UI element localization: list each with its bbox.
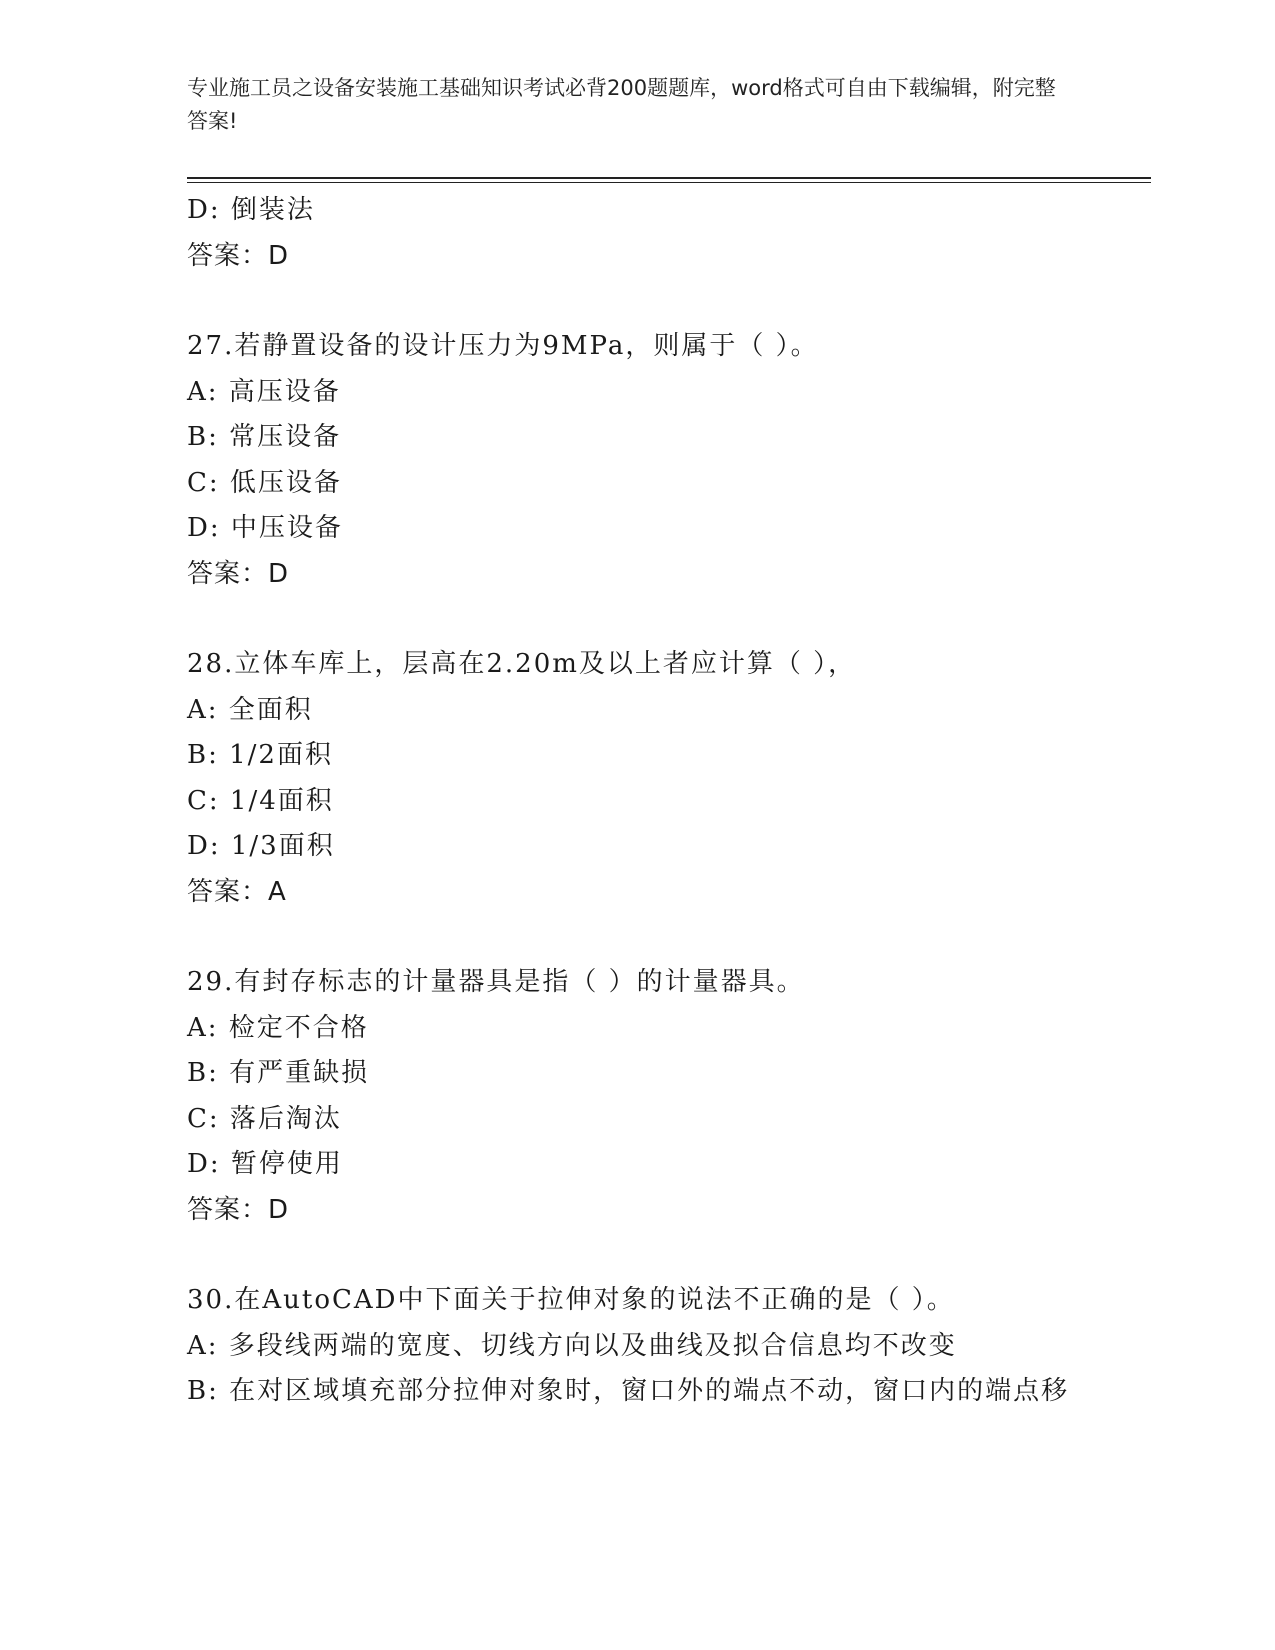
option-d: D: 1/3面积 <box>187 831 335 861</box>
question-list <box>187 188 1087 1415</box>
question-stem: 28.立体车库上，层高在2.20m及以上者应计算（ ）， <box>187 649 857 679</box>
option-a: A: 高压设备 <box>187 376 341 407</box>
option-b: B: 1/2面积 <box>187 740 333 770</box>
question-stem: 27.若静置设备的设计压力为9MPa，则属于（ ）。 <box>187 331 819 361</box>
spacer <box>187 1233 1087 1278</box>
option-c: C: 落后淘汰 <box>187 1103 342 1134</box>
spacer <box>187 597 1087 642</box>
option-c: C: 低压设备 <box>187 467 342 498</box>
option-a: A: 检定不合格 <box>187 1012 369 1043</box>
answer: 答案：A <box>187 876 287 907</box>
header-divider <box>187 177 1151 179</box>
question-stem: 29.有封存标志的计量器具是指（ ）的计量器具。 <box>187 967 805 997</box>
question-28 <box>187 642 1087 915</box>
spacer <box>187 915 1087 960</box>
question-stem: 30.在AutoCAD中下面关于拉伸对象的说法不正确的是（ ）。 <box>187 1285 955 1315</box>
answer: 答案：D <box>187 240 290 271</box>
answer: 答案：D <box>187 1194 290 1225</box>
option-c: C: 1/4面积 <box>187 785 334 816</box>
answer: 答案：D <box>187 558 290 589</box>
option-a: A: 全面积 <box>187 694 313 725</box>
option-b: B: 在对区域填充部分拉伸对象时，窗口外的端点不动，窗口内的端点移 <box>187 1376 1070 1406</box>
page-header: 专业施工员之设备安装施工基础知识考试必背200题题库，word格式可自由下载编辑，附完整答案! <box>187 76 1056 133</box>
option-b: B: 常压设备 <box>187 422 342 452</box>
question-29 <box>187 960 1087 1233</box>
question-27 <box>187 324 1087 597</box>
spacer <box>187 279 1087 324</box>
option-d: D: 暂停使用 <box>187 1149 343 1179</box>
option-d: D: 中压设备 <box>187 513 343 543</box>
option-d: D: 倒装法 <box>187 195 315 225</box>
option-b: B: 有严重缺损 <box>187 1058 370 1088</box>
question-30 <box>187 1278 1087 1415</box>
header-divider-thin <box>187 182 1151 183</box>
option-a: A: 多段线两端的宽度、切线方向以及曲线及拟合信息均不改变 <box>187 1330 957 1361</box>
